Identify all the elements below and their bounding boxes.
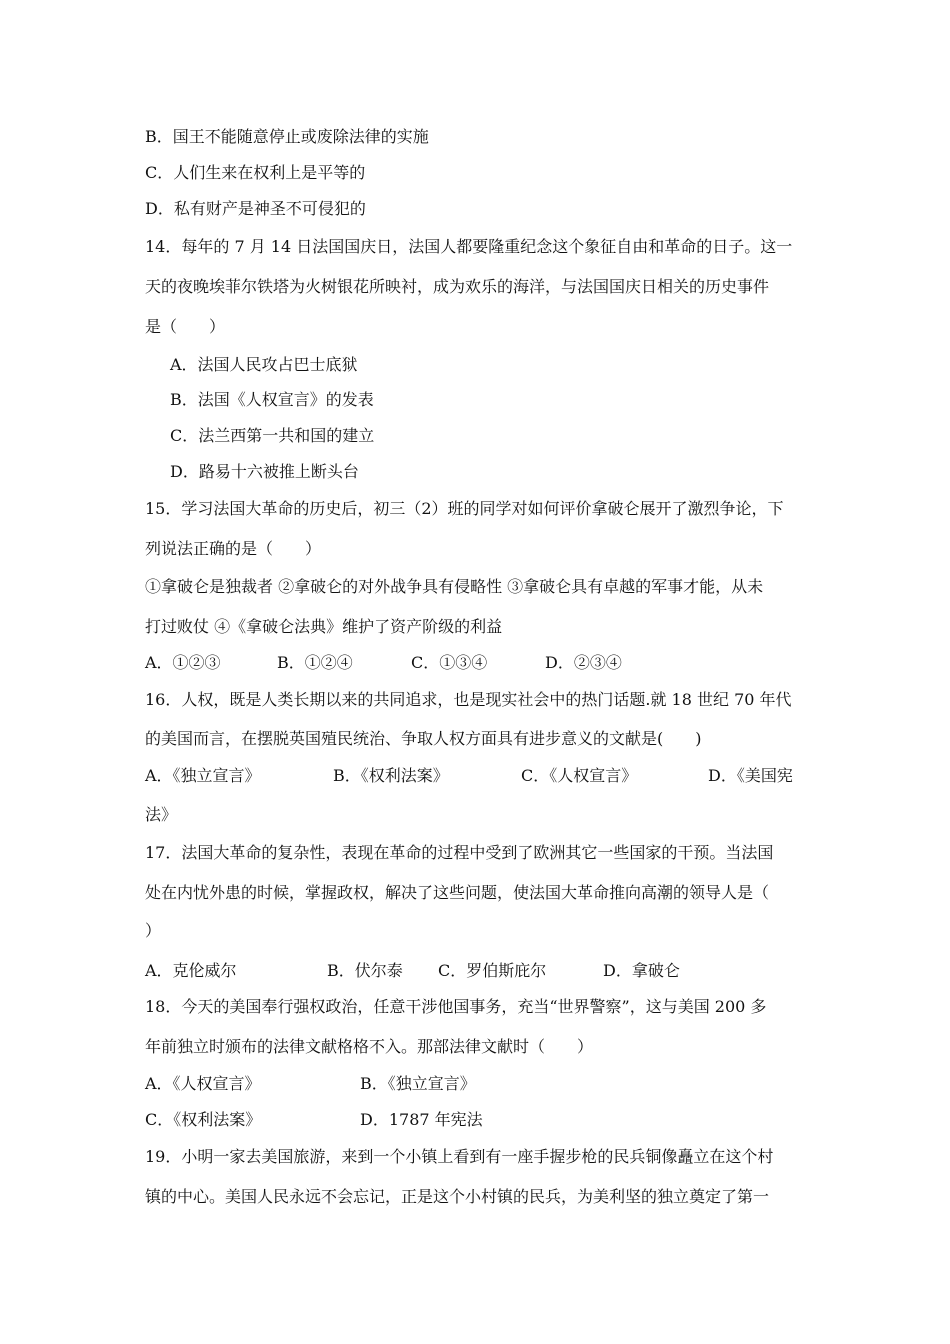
q15-option-b: B．①②④	[277, 653, 353, 672]
q18-stem-line1: 18．今天的美国奉行强权政治，任意干涉他国事务，充当“世界警察”，这与美国 200 多	[145, 997, 767, 1016]
q16-stem-line2: 的美国而言，在摆脱英国殖民统治、争取人权方面具有进步意义的文献是( )	[145, 729, 702, 748]
q18-option-d: D．1787 年宪法	[360, 1110, 483, 1129]
q15-statements-line2: 打过败仗 ④《拿破仑法典》维护了资产阶级的利益	[145, 617, 503, 636]
q17-stem-line1: 17．法国大革命的复杂性，表现在革命的过程中受到了欧洲其它一些国家的干预。当法国	[145, 843, 774, 862]
q13-option-c: C．人们生来在权利上是平等的	[145, 163, 366, 182]
q17-option-d: D．拿破仑	[603, 961, 680, 980]
q16-option-d: D．《美国宪	[708, 766, 793, 785]
q15-option-c: C．①③④	[411, 653, 488, 672]
q16-option-c: C．《人权宣言》	[521, 766, 638, 785]
q15-statements-line1: ①拿破仑是独裁者 ②拿破仑的对外战争具有侵略性 ③拿破仑具有卓越的军事才能，从未	[145, 577, 764, 596]
q16-stem-line1: 16．人权，既是人类长期以来的共同追求，也是现实社会中的热门话题.就 18 世纪 70 年代	[145, 690, 792, 709]
q16-option-b: B．《权利法案》	[333, 766, 449, 785]
q17-stem-line2: 处在内忧外患的时候，掌握政权，解决了这些问题，使法国大革命推向高潮的领导人是（	[145, 883, 770, 902]
q17-option-b: B．伏尔泰	[327, 961, 403, 980]
q14-stem-line3: 是（ ）	[145, 317, 226, 336]
q15-option-d: D．②③④	[545, 653, 622, 672]
q13-option-b: B．国王不能随意停止或废除法律的实施	[145, 127, 429, 146]
q18-option-c: C．《权利法案》	[145, 1110, 262, 1129]
q14-option-c: C．法兰西第一共和国的建立	[170, 426, 375, 445]
q14-option-b: B．法国《人权宣言》的发表	[170, 390, 374, 409]
q13-option-d: D．私有财产是神圣不可侵犯的	[145, 199, 366, 218]
q18-stem-line2: 年前独立时颁布的法律文献格格不入。那部法律文献时（ ）	[145, 1037, 594, 1056]
q15-stem-line2: 列说法正确的是（ ）	[145, 539, 322, 558]
q17-option-c: C．罗伯斯庇尔	[438, 961, 547, 980]
q15-option-a: A．①②③	[145, 653, 221, 672]
q14-option-a: A．法国人民攻占巴士底狱	[170, 355, 358, 374]
q14-stem-line1: 14．每年的 7 月 14 日法国国庆日，法国人都要隆重纪念这个象征自由和革命的日子。这一	[145, 237, 793, 256]
q19-stem-line1: 19．小明一家去美国旅游，来到一个小镇上看到有一座手握步枪的民兵铜像矗立在这个村	[145, 1147, 774, 1166]
q18-option-b: B．《独立宣言》	[360, 1074, 476, 1093]
q16-option-d-continued: 法》	[145, 805, 178, 824]
q19-stem-line2: 镇的中心。美国人民永远不会忘记，正是这个小村镇的民兵，为美利坚的独立奠定了第一	[145, 1187, 770, 1206]
q17-option-a: A．克伦威尔	[145, 961, 237, 980]
q15-stem-line1: 15．学习法国大革命的历史后，初三（2）班的同学对如何评价拿破仑展开了激烈争论，下	[145, 499, 784, 518]
q16-option-a: A．《独立宣言》	[145, 766, 261, 785]
q14-stem-line2: 天的夜晚埃菲尔铁塔为火树银花所映衬，成为欢乐的海洋，与法国国庆日相关的历史事件	[145, 277, 770, 296]
q17-stem-line3: ）	[145, 921, 162, 940]
q18-option-a: A．《人权宣言》	[145, 1074, 261, 1093]
q14-option-d: D．路易十六被推上断头台	[170, 462, 359, 481]
